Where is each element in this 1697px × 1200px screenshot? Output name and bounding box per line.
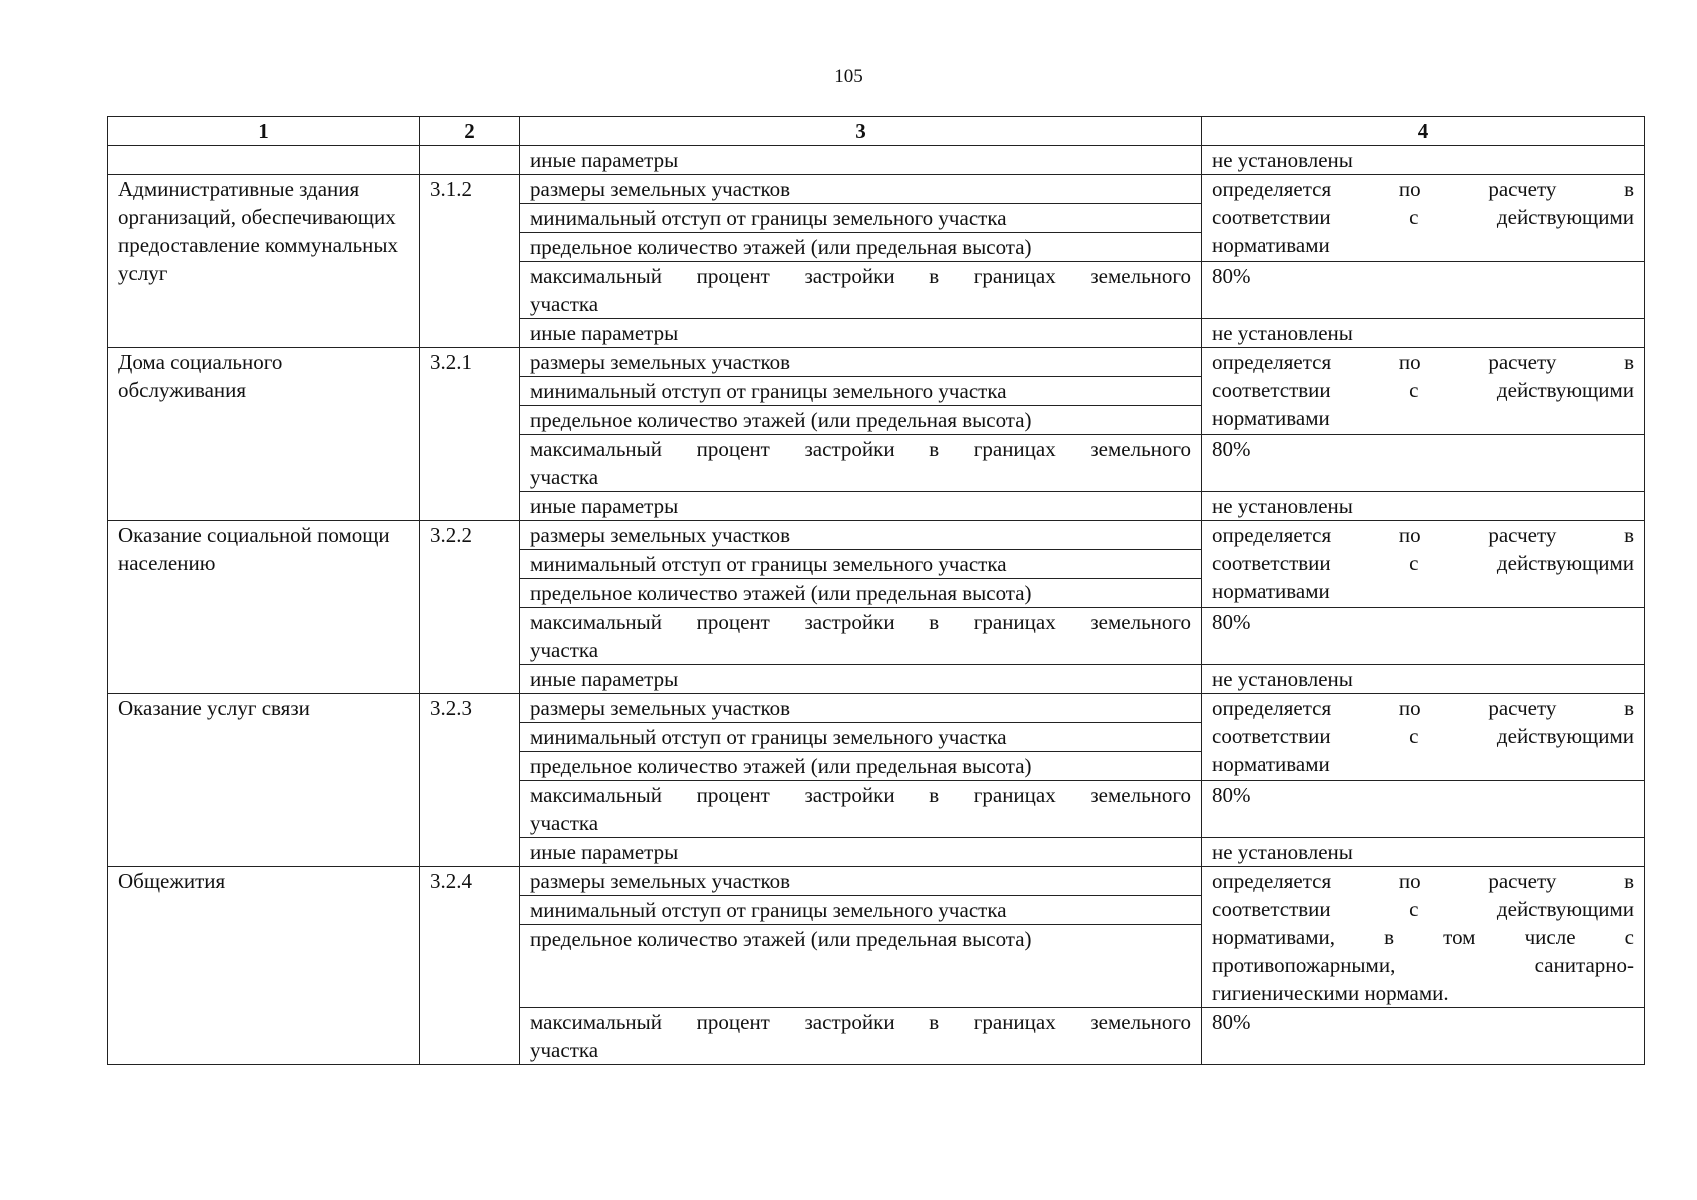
param-line: максимальный процент застройки в границах земельного [530,1010,1191,1034]
group-code: 3.2.3 [420,694,520,867]
value-line: нормативами [1212,752,1330,776]
value-line: гигиеническими нормами. [1212,981,1449,1005]
value-calculation [1202,348,1645,435]
group-name: Оказание социальной помощи населению [108,521,420,694]
param-percent [520,781,1202,838]
table-row [108,694,1645,723]
table-row [108,175,1645,204]
page-number: 105 [834,66,863,87]
value-line: нормативами [1212,406,1330,430]
zoning-parameters-table [107,116,1645,1065]
param-line: максимальный процент застройки в границах земельного [530,783,1191,807]
column-header-2: 2 [420,117,520,146]
value-not-set: не установлены [1202,492,1645,521]
table-header-row [108,117,1645,146]
value-line: определяется по расчету в [1212,177,1634,201]
value-percent: 80% [1202,435,1645,492]
param-indent: минимальный отступ от границы земельного участка [520,204,1202,233]
value-line: противопожарными, санитарно- [1212,953,1634,977]
param-other: иные параметры [520,492,1202,521]
param-line: максимальный процент застройки в границах земельного [530,264,1191,288]
group-code: 3.2.1 [420,348,520,521]
param-floors: предельное количество этажей (или предельная высота) [520,406,1202,435]
param-sizes: размеры земельных участков [520,867,1202,896]
param-line: максимальный процент застройки в границах земельного [530,610,1191,634]
param-indent: минимальный отступ от границы земельного участка [520,723,1202,752]
group-code [420,146,520,175]
param-percent [520,435,1202,492]
param-other: иные параметры [520,146,1202,175]
table-row [108,348,1645,377]
value-line: определяется по расчету в [1212,869,1634,893]
group-name: Оказание услуг связи [108,694,420,867]
value-percent: 80% [1202,262,1645,319]
value-line: нормативами [1212,579,1330,603]
value-line: соответствии с действующими [1212,551,1634,575]
value-calculation [1202,694,1645,781]
value-percent: 80% [1202,608,1645,665]
value-line: соответствии с действующими [1212,724,1634,748]
group-name: Общежития [108,867,420,1065]
group-name [108,146,420,175]
value-line: определяется по расчету в [1212,696,1634,720]
param-indent: минимальный отступ от границы земельного участка [520,896,1202,925]
value-calculation [1202,867,1645,1008]
group-name: Административные здания организаций, обеспечивающих предоставление коммунальных услуг [108,175,420,348]
param-percent [520,608,1202,665]
param-other: иные параметры [520,665,1202,694]
value-not-set: не установлены [1202,665,1645,694]
param-line: участка [530,292,599,316]
value-line: соответствии с действующими [1212,205,1634,229]
param-line: максимальный процент застройки в границах земельного [530,437,1191,461]
param-floors: предельное количество этажей (или предельная высота) [520,752,1202,781]
table-row [108,521,1645,550]
value-line: определяется по расчету в [1212,350,1634,374]
param-percent [520,1008,1202,1065]
group-code: 3.1.2 [420,175,520,348]
table-row [108,146,1645,175]
param-line: участка [530,811,599,835]
column-header-1: 1 [108,117,420,146]
value-not-set: не установлены [1202,319,1645,348]
param-sizes: размеры земельных участков [520,694,1202,723]
value-not-set: не установлены [1202,146,1645,175]
param-other: иные параметры [520,319,1202,348]
param-sizes: размеры земельных участков [520,521,1202,550]
value-line: соответствии с действующими [1212,378,1634,402]
column-header-4: 4 [1202,117,1645,146]
value-line: нормативами [1212,233,1330,257]
param-indent: минимальный отступ от границы земельного участка [520,377,1202,406]
value-line: соответствии с действующими [1212,897,1634,921]
param-floors: предельное количество этажей (или предельная высота) [520,579,1202,608]
value-percent: 80% [1202,781,1645,838]
value-not-set: не установлены [1202,838,1645,867]
value-line: нормативами, в том числе с [1212,925,1634,949]
param-line: участка [530,465,599,489]
param-indent: минимальный отступ от границы земельного участка [520,550,1202,579]
group-name: Дома социального обслуживания [108,348,420,521]
param-line: участка [530,638,599,662]
value-percent: 80% [1202,1008,1645,1065]
group-code: 3.2.4 [420,867,520,1065]
param-line: участка [530,1038,599,1062]
param-floors: предельное количество этажей (или предельная высота) [520,925,1202,1008]
param-floors: предельное количество этажей (или предельная высота) [520,233,1202,262]
param-sizes: размеры земельных участков [520,348,1202,377]
param-sizes: размеры земельных участков [520,175,1202,204]
param-other: иные параметры [520,838,1202,867]
table-row [108,867,1645,896]
value-calculation [1202,175,1645,262]
value-calculation [1202,521,1645,608]
param-percent [520,262,1202,319]
value-line: определяется по расчету в [1212,523,1634,547]
group-code: 3.2.2 [420,521,520,694]
column-header-3: 3 [520,117,1202,146]
